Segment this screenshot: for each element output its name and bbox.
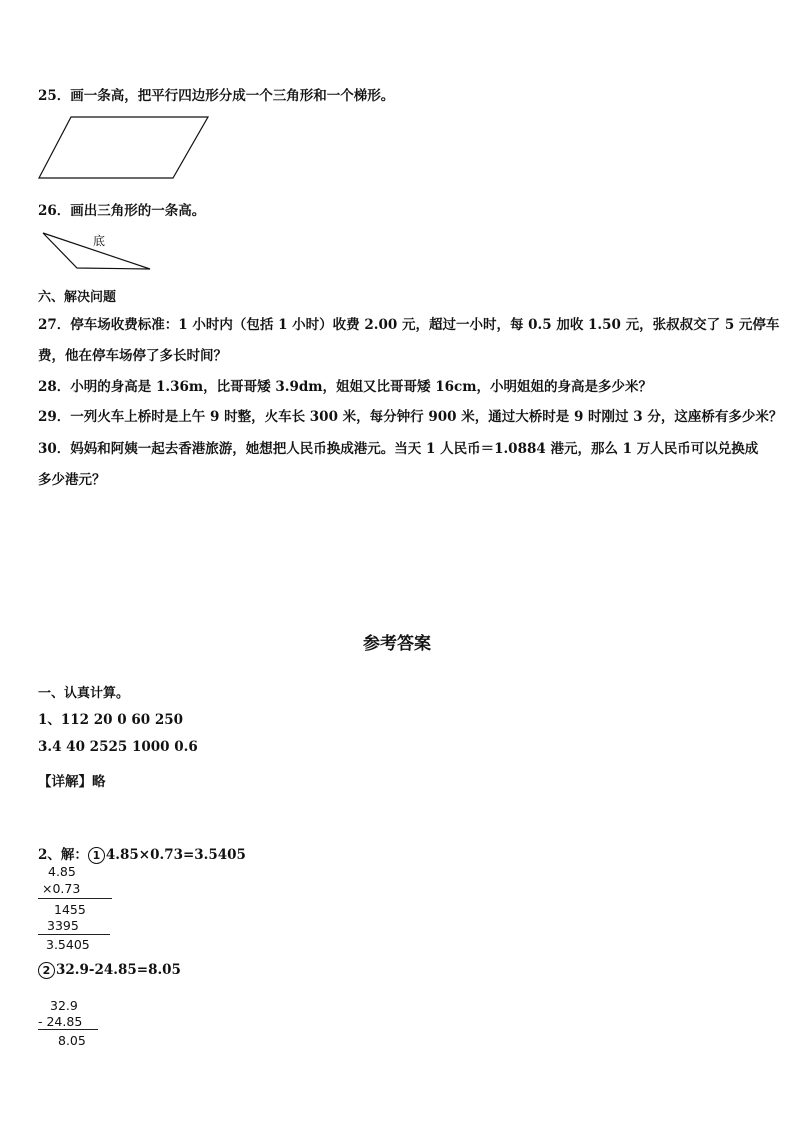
calc1-partial-2: 3395 bbox=[47, 918, 79, 933]
question-27-line2: 费，他在停车场停了多长时间？ bbox=[38, 348, 227, 364]
answer-2-equation-2: 32.9-24.85=8.05 bbox=[56, 962, 181, 978]
answer-2-equation-1: 4.85×0.73=3.5405 bbox=[105, 847, 246, 863]
question-28: 28．小明的身高是 1.36m，比哥哥矮 3.9dm，姐姐又比哥哥矮 16cm，小明姐姐的身高是多少米？ bbox=[38, 379, 653, 395]
calc1-multiplier: ×0.73 bbox=[42, 881, 81, 896]
circled-number-1: 1 bbox=[88, 847, 105, 864]
calc1-rule-2 bbox=[38, 934, 110, 935]
question-27-line1: 27．停车场收费标准：1 小时内（包括 1 小时）收费 2.00 元，超过一小时，每 0.5 加收 1.50 元，张叔叔交了 5 元停车 bbox=[38, 317, 780, 333]
parallelogram-figure bbox=[38, 116, 210, 180]
answer-1-line1: 1、112 20 0 60 250 bbox=[38, 712, 184, 728]
section-6-heading: 六、解决问题 bbox=[38, 290, 117, 305]
triangle-base-label: 底 bbox=[93, 234, 106, 248]
answer-2-intro: 2、解： bbox=[38, 847, 88, 863]
answer-2-step-2 bbox=[38, 962, 181, 979]
question-26: 26．画出三角形的一条高。 bbox=[38, 203, 206, 219]
question-30-line1: 30．妈妈和阿姨一起去香港旅游，她想把人民币换成港元。当天 1 人民币＝1.0884 港元，那么 1 万人民币可以兑换成 bbox=[38, 441, 759, 457]
answer-2-step-1 bbox=[38, 843, 246, 864]
calc1-rule-1 bbox=[38, 898, 112, 899]
calc1-partial-1: 1455 bbox=[54, 902, 86, 917]
answer-1-detail: 【详解】略 bbox=[38, 774, 106, 790]
answers-section-1-heading: 一、认真计算。 bbox=[38, 686, 130, 701]
circled-number-2: 2 bbox=[38, 962, 55, 979]
answer-1-line2: 3.4 40 2525 1000 0.6 bbox=[38, 739, 198, 755]
calc1-multiplicand: 4.85 bbox=[48, 864, 76, 879]
question-25: 25．画一条高，把平行四边形分成一个三角形和一个梯形。 bbox=[38, 88, 395, 104]
calc2-minuend: 32.9 bbox=[50, 998, 78, 1013]
question-29: 29．一列火车上桥时是上午 9 时整，火车长 300 米，每分钟行 900 米，通过大桥时是 9 时刚过 3 分，这座桥有多少米？ bbox=[38, 409, 783, 425]
question-30-line2: 多少港元？ bbox=[38, 472, 106, 488]
calc2-subtrahend: - 24.85 bbox=[38, 1014, 83, 1029]
answers-title: 参考答案 bbox=[363, 634, 431, 654]
calc2-rule bbox=[38, 1029, 98, 1030]
calc1-result: 3.5405 bbox=[46, 937, 90, 952]
calc2-result: 8.05 bbox=[58, 1033, 86, 1048]
